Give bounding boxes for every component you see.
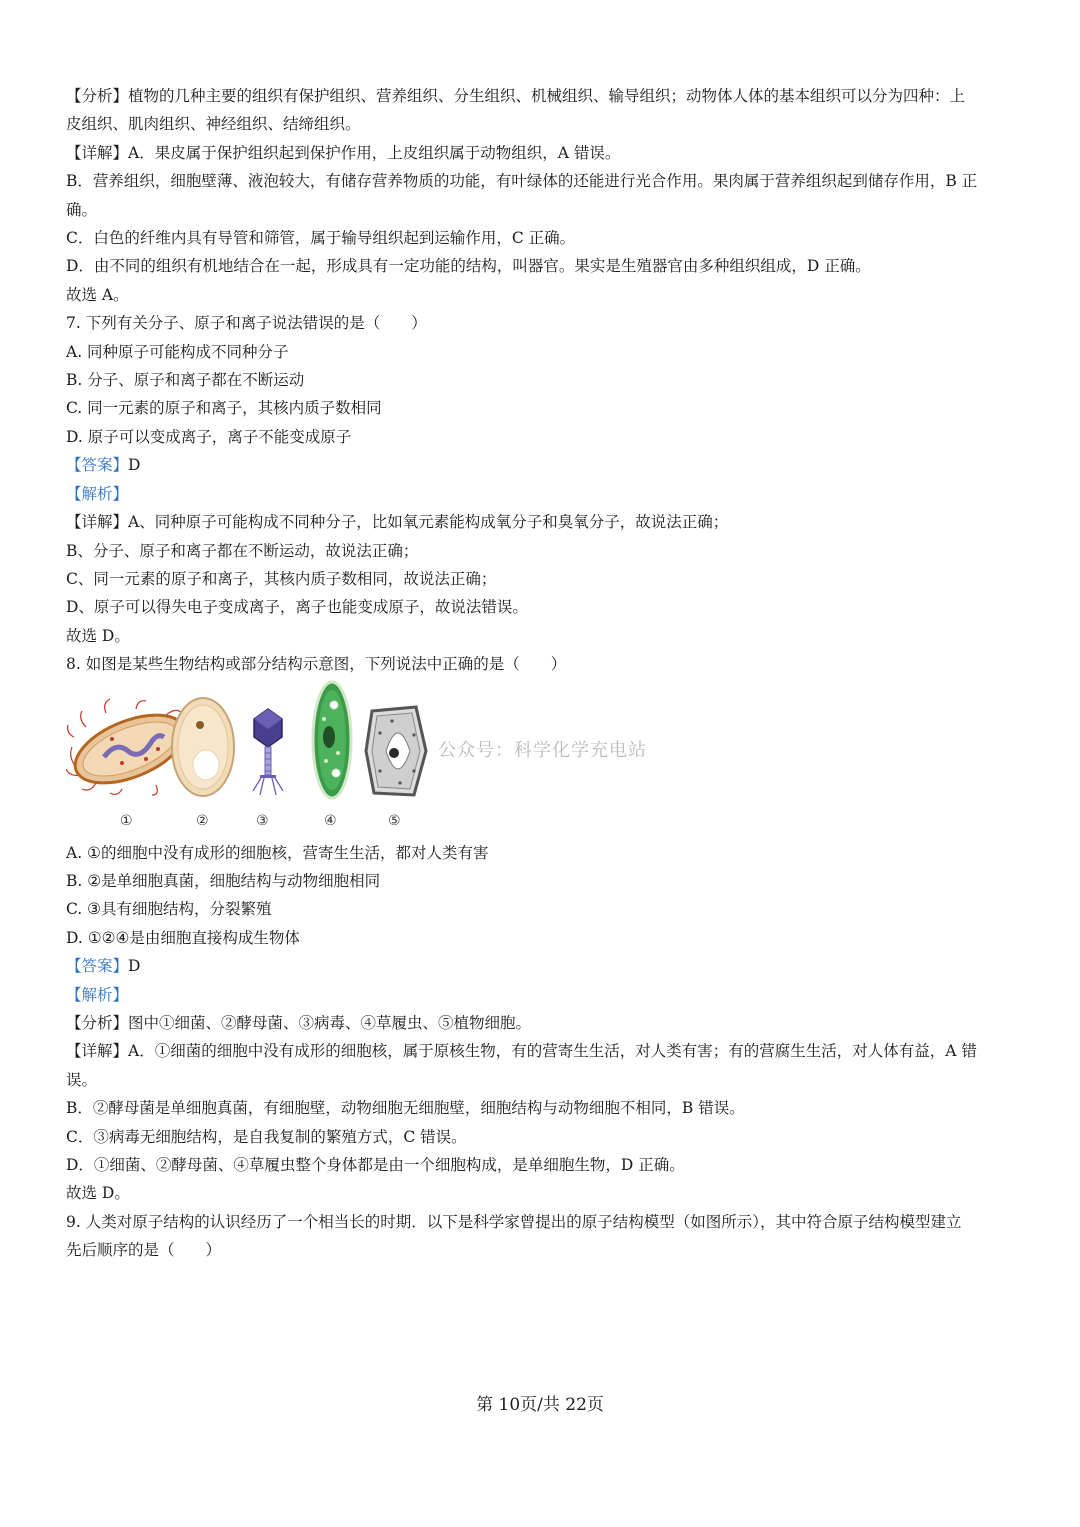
option-c: C. 同一元素的原子和离子，其核内质子数相同 (66, 399, 382, 418)
detail-line: 【详解】A．果皮属于保护组织起到保护作用，上皮组织属于动物组织，A 错误。 (66, 143, 621, 162)
detail-line: D、原子可以得失电子变成离子，离子也能变成原子，故说法错误。 (66, 598, 528, 617)
question-stem: 9. 人类对原子结构的认识经历了一个相当长的时期．以下是科学家曾提出的原子结构模型（如图所示），其中符合原子结构模型建立 (66, 1212, 962, 1231)
question-stem: 先后顺序的是（ ） (66, 1241, 222, 1260)
detail-line: 【详解】A、同种原子可能构成不同种分子，比如氧元素能构成氧分子和臭氧分子，故说法正确； (66, 513, 729, 532)
analysis-line: 【分析】图中①细菌、②酵母菌、③病毒、④草履虫、⑤植物细胞。 (66, 1013, 532, 1032)
detail-line: B．营养组织，细胞壁薄、液泡较大，有储存营养物质的功能，有叶绿体的还能进行光合作用。果肉属于营养组织起到储存作用，B 正 (66, 172, 978, 191)
option-a: A. 同种原子可能构成不同种分子 (66, 342, 289, 361)
answer-tag: 【答案】 (66, 456, 129, 475)
analysis-line: 【分析】植物的几种主要的组织有保护组织、营养组织、分生组织、机械组织、输导组织；动物体人体的基本组织可以分为四种：上 (66, 87, 966, 105)
analysis-tag: 【解析】 (66, 484, 129, 503)
figure-label-4: ④ (324, 812, 337, 829)
conclusion-line: 故选 A。 (66, 285, 129, 304)
detail-line: C．白色的纤维内具有导管和筛管，属于输导组织起到运输作用，C 正确。 (66, 229, 576, 248)
detail-line: B．②酵母菌是单细胞真菌，有细胞壁，动物细胞无细胞壁，细胞结构与动物细胞不相同，B 错误。 (66, 1099, 745, 1118)
plant-cell-illustration (364, 705, 428, 799)
figure-label-2: ② (196, 812, 209, 829)
figure-label-1: ① (120, 812, 133, 829)
answer-line (66, 451, 1016, 479)
question-stem: 8. 如图是某些生物结构或部分结构示意图，下列说法中正确的是（ ） (66, 655, 567, 674)
paramecium-illustration (310, 679, 354, 801)
option-c: C. ③具有细胞结构，分裂繁殖 (66, 900, 272, 919)
figure-label-3: ③ (256, 812, 269, 829)
conclusion-line: 故选 D。 (66, 1184, 130, 1203)
option-b: B. 分子、原子和离子都在不断运动 (66, 371, 305, 390)
detail-line: C、同一元素的原子和离子，其核内质子数相同，故说法正确； (66, 569, 497, 588)
option-d: D. 原子可以变成离子，离子不能变成原子 (66, 427, 352, 446)
option-a: A. ①的细胞中没有成形的细胞核，营寄生生活，都对人类有害 (66, 843, 489, 862)
answer-tag: 【答案】 (66, 957, 129, 976)
yeast-illustration (170, 695, 236, 799)
answer-value: D (128, 456, 141, 475)
analysis-line: 皮组织、肌肉组织、神经组织、结缔组织。 (66, 115, 361, 134)
option-b: B. ②是单细胞真菌，细胞结构与动物细胞相同 (66, 871, 381, 890)
detail-line: D．①细菌、②酵母菌、④草履虫整个身体都是由一个细胞构成，是单细胞生物，D 正确。 (66, 1156, 685, 1174)
organisms-figure (66, 679, 1016, 839)
conclusion-line: 故选 D。 (66, 626, 130, 645)
option-d: D. ①②④是由细胞直接构成生物体 (66, 928, 300, 947)
detail-line: D．由不同的组织有机地结合在一起，形成具有一定功能的结构，叫器官。果实是生殖器官由多种组织组成，D 正确。 (66, 257, 871, 276)
detail-line: C．③病毒无细胞结构，是自我复制的繁殖方式，C 错误。 (66, 1127, 467, 1146)
figure-label-5: ⑤ (388, 812, 401, 829)
answer-value: D (128, 957, 141, 976)
detail-line: 误。 (66, 1070, 98, 1089)
detail-line: 确。 (66, 200, 98, 219)
answer-line (66, 952, 1016, 980)
detail-line: 【详解】A．①细菌的细胞中没有成形的细胞核，属于原核生物，有的营寄生生活，对人类有害；有的营腐生生活，对人体有益，A 错 (66, 1042, 977, 1061)
virus-illustration (250, 707, 286, 797)
analysis-tag: 【解析】 (66, 985, 129, 1004)
question-stem: 7. 下列有关分子、原子和离子说法错误的是（ ） (66, 314, 427, 333)
watermark: 公众号：科学化学充电站 (438, 739, 647, 761)
page-number: 第 10页/共 22页 (476, 1395, 604, 1415)
document-body (66, 82, 1016, 1265)
detail-line: B、分子、原子和离子都在不断运动，故说法正确； (66, 541, 419, 560)
